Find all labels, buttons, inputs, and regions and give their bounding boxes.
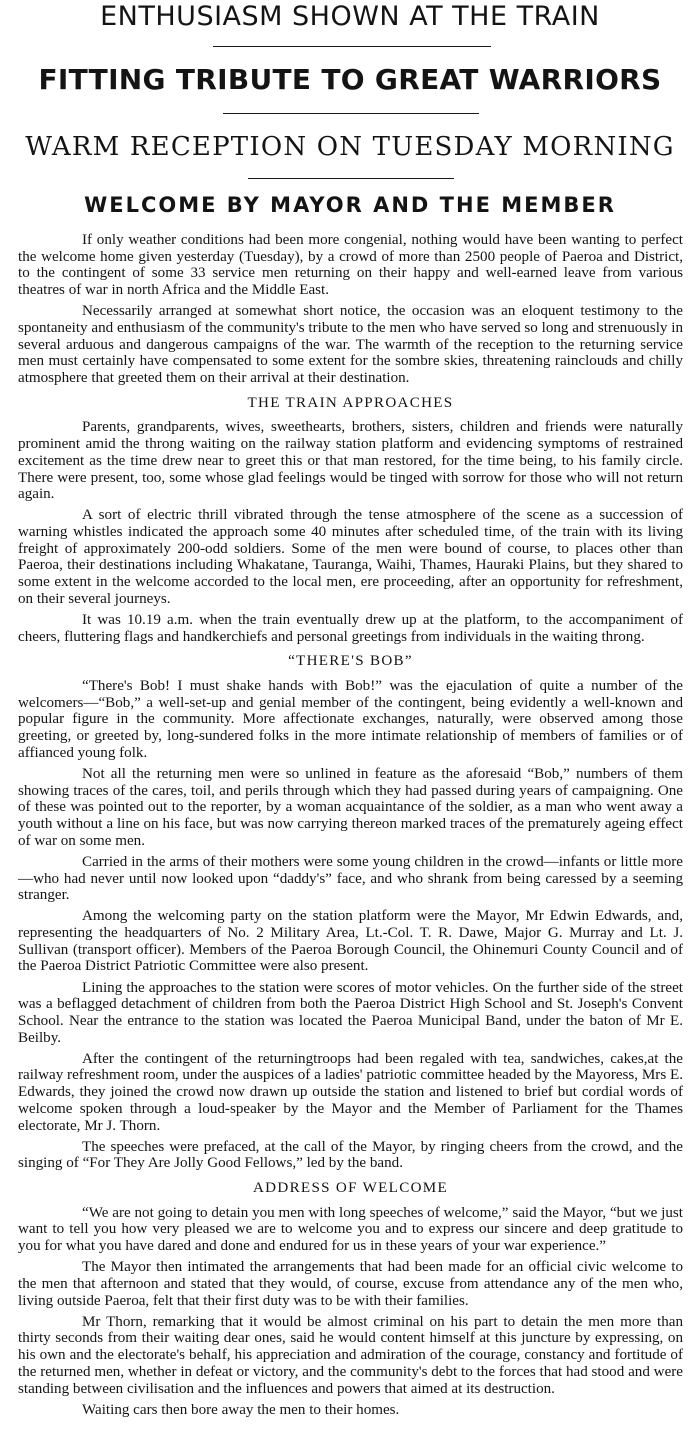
subhead-theres-bob: “THERE'S BOB” xyxy=(288,653,413,670)
paragraph-bob-7: The speeches were prefaced, at the call of the Mayor, by ringing cheers from the crowd, and the singing of “For They Are Jolly Good Fellows,” led by the band. xyxy=(18,1138,683,1172)
paragraph-train-1: Parents, grandparents, wives, sweethearts, brothers, sisters, children and friends were naturally prominent amid the throng waiting on the railway station platform and evidencing symptoms of restrained excitement as the time drew near to greet this or that man restored, for the time being, to his family circle. There were present, too, some whose glad feelings would be tinged with sorrow for those who will not return again. xyxy=(18,419,683,503)
paragraph-bob-2: Not all the returning men were so unlined in feature as the aforesaid “Bob,” numbers of them showing traces of the cares, toil, and perils through which they had passed during years of campaigning. One of these was pointed out to the reporter, by a woman acquaintance of the soldier, as a man who went away a youth without a line on his face, but was now carrying thereon marked traces of the prematurely ageing effect of war on some men. xyxy=(18,765,683,849)
subhead-address-of-welcome: ADDRESS OF WELCOME xyxy=(252,1180,449,1197)
paragraph-address-2: The Mayor then intimated the arrangements that had been made for an official civic welcome to the men that afternoon and stated that they would, of course, excuse from attendance any of the men who, living outside Paeroa, felt that their first duty was to be with their families. xyxy=(18,1259,683,1309)
subhead-train-approaches: THE TRAIN APPROACHES xyxy=(247,394,454,411)
paragraph-bob-5: Lining the approaches to the station were scores of motor vehicles. On the further side of the street was a beflagged detachment of children from both the Paeroa District High School and St. Joseph's Convent School. Near the entrance to the station was located the Paeroa Municipal Band, under the baton of Mr E. Beilby. xyxy=(18,979,683,1046)
paragraph-address-4: Waiting cars then bore away the men to their homes. xyxy=(82,1401,400,1418)
paragraph-train-3: It was 10.19 a.m. when the train eventually drew up at the platform, to the accompaniment of cheers, fluttering flags and handkerchiefs and personal greetings from individuals in the waiting throng. xyxy=(18,611,683,645)
paragraph-bob-4: Among the welcoming party on the station platform were the Mayor, Mr Edwin Edwards, and, representing the headquarters of No. 2 Military Area, Lt.-Col. T. R. Dawe, Major G. Murray and Lt. J. Sullivan (transport officer). Members of the Paeroa Borough Council, the Ohinemuri County Council and of the Paeroa District Patriotic Committee were also present. xyxy=(18,908,683,975)
paragraph-intro-2: Necessarily arranged at somewhat short notice, the occasion was an eloquent testimony to the spontaneity and enthusiasm of the community's tribute to the men who have served so long and strenuously in several arduous and dangerous campaigns of the war. The warmth of the reception to the returning service men must certainly have compensated to some extent for the sombre skies, threatening rainclouds and chilly atmosphere that greeted them on their arrival at their destination. xyxy=(18,303,683,387)
headline-fitting-tribute: FITTING TRIBUTE TO GREAT WARRIORS xyxy=(38,63,662,96)
article-body xyxy=(18,232,683,1423)
paragraph-bob-6: After the contingent of the returningtroops had been regaled with tea, sandwiches, cakes,at the railway refreshment room, under the auspices of a ladies' patriotic committee headed by the Mayoress, Mrs E. Edwards, they joined the crowd now drawn up outside the station and listened to brief but cordial words of welcome spoken through a loud-speaker by the Mayor and the Member of Parliament for the Thames electorate, Mr J. Thorn. xyxy=(18,1050,683,1134)
rule-3 xyxy=(248,178,454,179)
paragraph-bob-3: Carried in the arms of their mothers were some young children in the crowd—infants or little more—who had never until now looked upon “daddy's” face, and who shrank from being caressed by a seeming stranger. xyxy=(18,853,683,904)
paragraph-bob-1: “There's Bob! I must shake hands with Bob!” was the ejaculation of quite a number of the welcomers—“Bob,” a well-set-up and genial member of the contingent, being evidently a well-known and popular figure in the community. More affectionate exchanges, naturally, were observed among those greeting, or greeted by, long-sundered folks in the more intimate relationship of members of families or of affianced young folk. xyxy=(18,678,683,761)
rule-1 xyxy=(213,46,491,47)
paragraph-train-2: A sort of electric thrill vibrated through the tense atmosphere of the scene as a succession of warning whistles indicated the approach some 40 minutes after scheduled time, of the train with its living freight of approximately 200-odd soldiers. Some of the men were bound of course, to places other than Paeroa, their destinations including Whakatane, Tauranga, Waihi, Thames, Hauraki Plains, but they shared to some extent in the welcome accorded to the local men, ere proceeding, after an opportunity for refreshment, on their several journeys. xyxy=(18,507,683,607)
paragraph-address-3: Mr Thorn, remarking that it would be almost criminal on his part to detain the men more than thirty seconds from their waiting dear ones, said he would content himself at this juncture by expressing, on his own and the electorate's behalf, his appreciation and admiration of the courage, constancy and fortitude of the returned men, whether in defeat or victory, and the community's debt to the forces that had stood and were standing between civilisation and the influences and powers that aimed at its destruction. xyxy=(18,1313,683,1397)
rule-2 xyxy=(223,113,479,114)
headline-enthusiasm: ENTHUSIASM SHOWN AT THE TRAIN xyxy=(100,1,600,32)
paragraph-address-1: “We are not going to detain you men with long speeches of welcome,” said the Mayor, “but we just want to tell you how very pleased we are to welcome you and to express our sincere and deep gratitude to you for what you have dared and done and endured for us in these years of your war experience.” xyxy=(18,1204,683,1255)
headline-welcome-by-mayor: WELCOME BY MAYOR AND THE MEMBER xyxy=(84,193,616,217)
headline-warm-reception: WARM RECEPTION ON TUESDAY MORNING xyxy=(25,132,675,162)
paragraph-intro-1: If only weather conditions had been more congenial, nothing would have been wanting to perfect the welcome home given yesterday (Tuesday), by a crowd of more than 2500 people of Paeroa and District, to the contingent of some 33 service men returning on their happy and well-earned leave from various theatres of war in north Africa and the Middle East. xyxy=(18,232,683,299)
